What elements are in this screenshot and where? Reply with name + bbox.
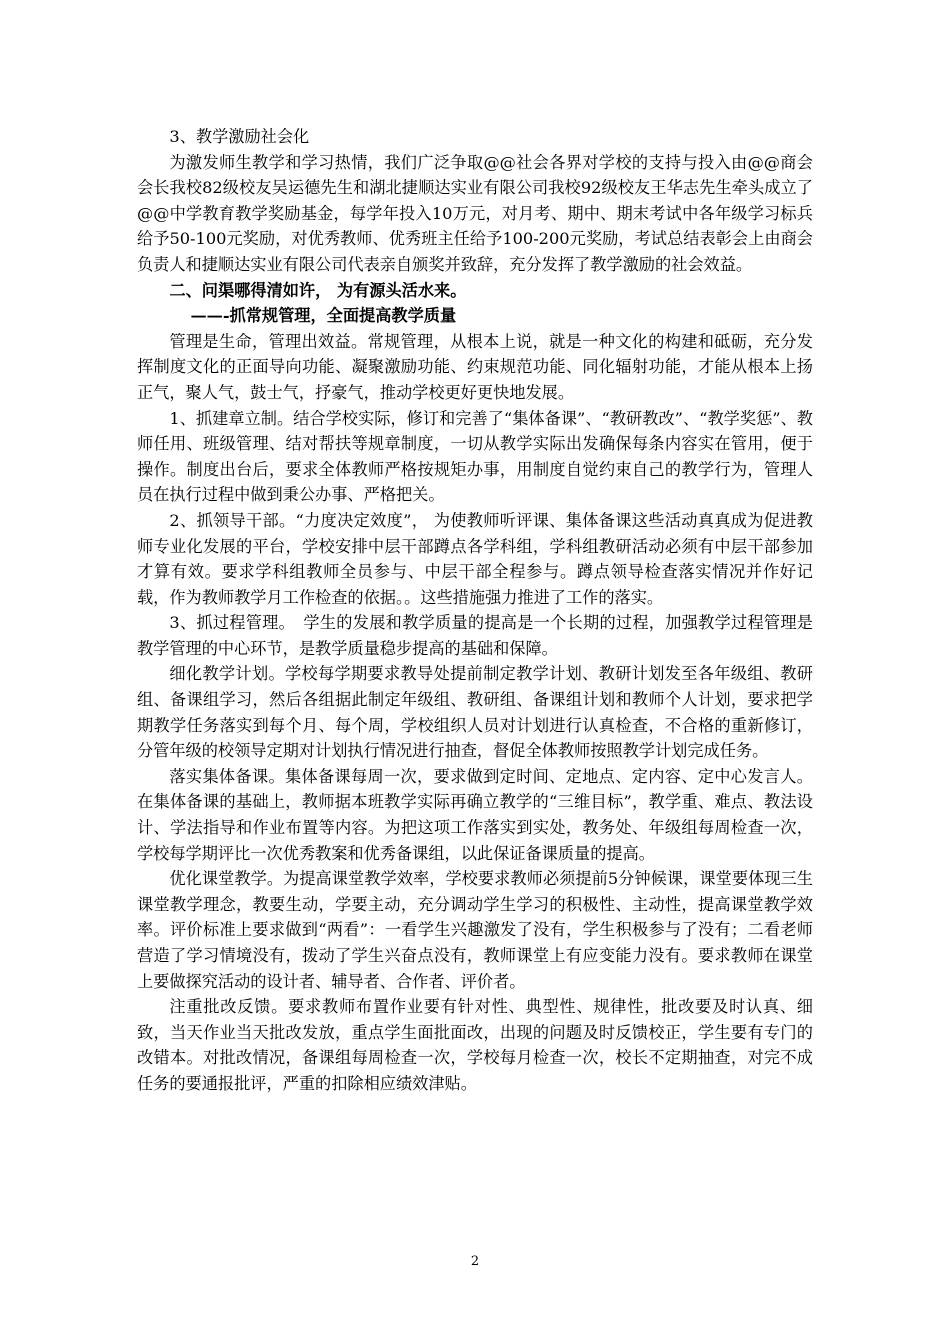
paragraph: 注重批改反馈。要求教师布置作业要有针对性、典型性、规律性，批改要及时认真、细致，当天作业当天批改发放，重点学生面批面改，出现的问题及时反馈校正，学生要有专门的改错本。对批改情况，备课组每周检查一次，学校每月检查一次，校长不定期抽查，对完不成任务的要通报批评，严重的扣除相应绩效津贴。 [137, 997, 813, 1093]
paragraph: 3、抓过程管理。 学生的发展和教学质量的提高是一个长期的过程，加强教学过程管理是教学管理的中心环节，是教学质量稳步提高的基础和保障。 [137, 613, 813, 658]
paragraph: 1、抓建章立制。结合学校实际，修订和完善了“集体备课”、“教研教改”、“教学奖惩”、教师任用、班级管理、结对帮扶等规章制度，一切从教学实际出发确保每条内容实在管用，便于操作。制度出台后，要求全体教师严格按规矩办事，用制度自觉约束自己的教学行为，管理人员在执行过程中做到秉公办事、严格把关。 [137, 408, 813, 505]
paragraph: 2、抓领导干部。“力度决定效度”， 为使教师听评课、集体备课这些活动真真成为促进教师专业化发展的平台，学校安排中层干部蹲点各学科组，学科组教研活动必须有中层干部参加才算有效。要求学科组教师全员参与、中层干部全程参与。蹲点领导检查落实情况并作好记载，作为教师教学月工作检查的依据。。这些措施强力推进了工作的落实。 [137, 510, 813, 607]
paragraph: 为激发师生教学和学习热情，我们广泛争取@@社会各界对学校的支持与投入由@@商会会长我校82级校友吴运德先生和湖北捷顺达实业有限公司我校92级校友王华志先生牵头成立了@@中学教育教学奖励基金，每学年投入10万元，对月考、期中、期末考试中各年级学习标兵给予50-100元奖励，对优秀教师、优秀班主任给予100-200元奖励，考试总结表彰会上由商会负责人和捷顺达实业有限公司代表亲自颁奖并致辞，充分发挥了教学激励的社会效益。 [137, 152, 813, 274]
paragraph: 落实集体备课。集体备课每周一次，要求做到定时间、定地点、定内容、定中心发言人。在集体备课的基础上，教师据本班教学实际再确立教学的“三维目标”，教学重、难点、教法设计、学法指导和作业布置等内容。为把这项工作落实到实处，教务处、年级组每周检查一次，学校每学期评比一次优秀教案和优秀备课组，以此保证备课质量的提高。 [137, 766, 813, 863]
paragraph: 3、教学激励社会化 [169, 127, 310, 146]
paragraph: 管理是生命，管理出效益。常规管理，从根本上说，就是一种文化的构建和砥砺，充分发挥制度文化的正面导向功能、凝聚激励功能、约束规范功能、同化辐射功能，才能从根本上扬正气，聚人气，鼓士气，抒豪气，推动学校更好更快地发展。 [137, 331, 813, 402]
section-heading: 二、问渠哪得清如许， 为有源头活水来。 [169, 280, 467, 300]
paragraph: 细化教学计划。学校每学期要求教导处提前制定教学计划、教研计划发至各年级组、教研组、备课组学习，然后各组据此制定年级组、教研组、备课组计划和教师个人计划，要求把学期教学任务落实到每个月、每个周，学校组织人员对计划进行认真检查，不合格的重新修订，分管年级的校领导定期对计划执行情况进行抽查，督促全体教师按照教学计划完成任务。 [137, 664, 813, 761]
section-subheading: ——-抓常规管理，全面提高教学质量 [190, 306, 457, 326]
paragraph: 优化课堂教学。为提高课堂教学效率，学校要求教师必须提前5分钟候课，课堂要体现三生课堂教学理念，教要生动，学要主动，充分调动学生学习的积极性、主动性，提高课堂教学效率。评价标准上要求做到“两看”：一看学生兴趣激发了没有，学生积极参与了没有；二看老师营造了学习情境没有，拨动了学生兴奋点没有，教师课堂上有应变能力没有。要求教师在课堂上要做探究活动的设计者、辅导者、合作者、评价者。 [137, 869, 813, 991]
document-body [137, 124, 813, 1097]
page-number: 2 [470, 1254, 480, 1269]
